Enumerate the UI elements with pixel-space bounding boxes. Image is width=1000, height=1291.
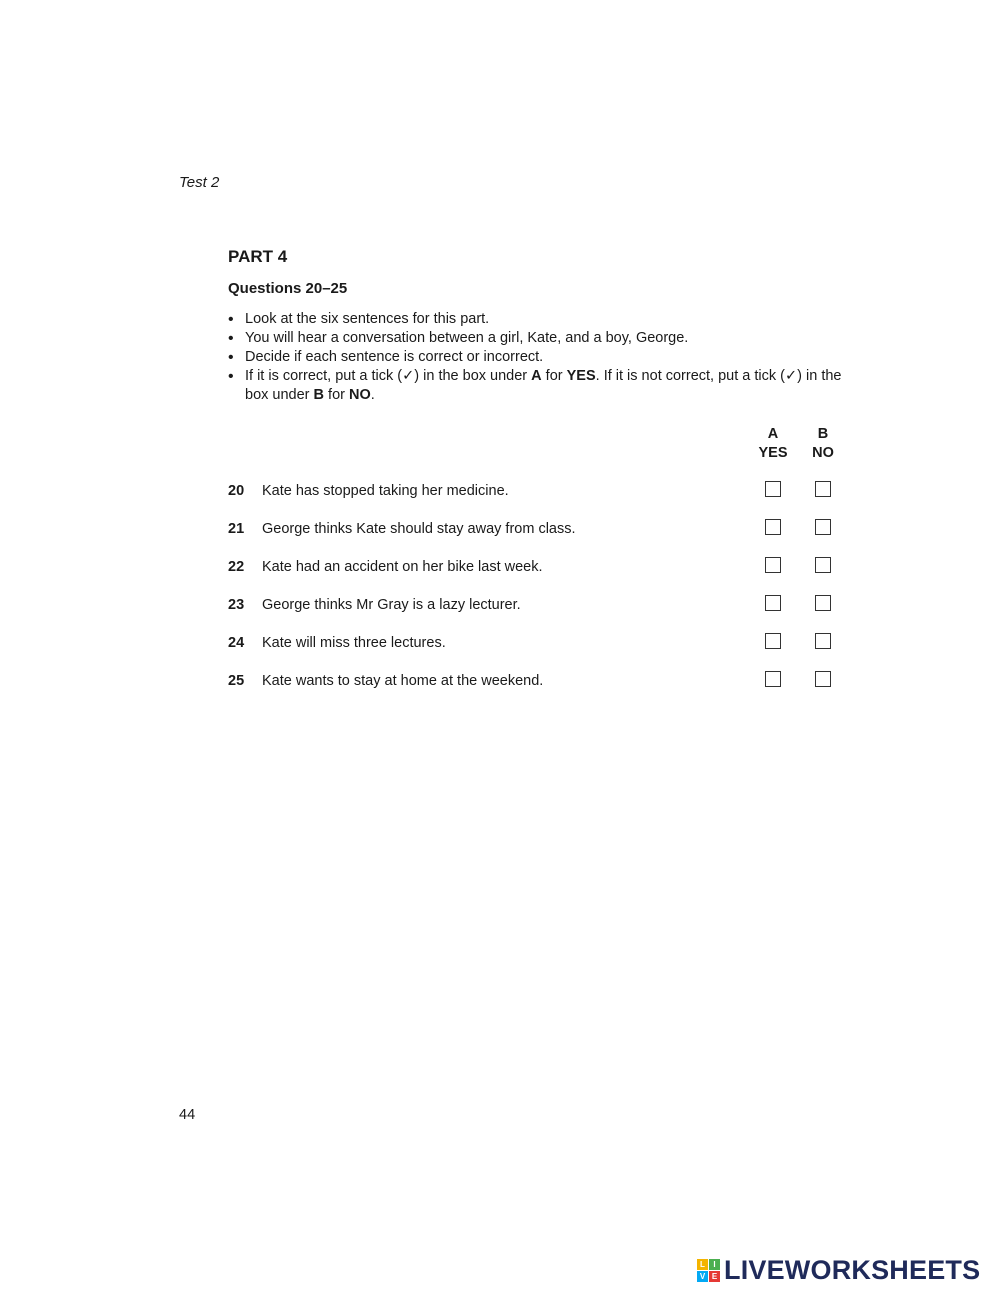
answer-box-yes-21[interactable] [765, 519, 781, 535]
instruction-text: for [541, 368, 567, 384]
answer-box-no-25[interactable] [815, 671, 831, 687]
question-row-24 [228, 635, 848, 657]
instruction-item [228, 329, 848, 348]
instruction-text: You will hear a conversation between a girl, Kate, and a boy, George. [245, 330, 689, 346]
instruction-text: . [370, 387, 375, 403]
answer-box-no-24[interactable] [815, 633, 831, 649]
question-number: 22 [228, 559, 245, 575]
instruction-text: for [324, 387, 349, 403]
questions-range: Questions 20–25 [228, 280, 348, 297]
column-label-no: NO [812, 445, 834, 461]
part-title: PART 4 [228, 247, 288, 266]
question-number: 20 [228, 483, 245, 499]
answer-box-yes-23[interactable] [765, 595, 781, 611]
instruction-text: If it is correct, put a tick (✓) in the box under [245, 368, 532, 384]
instruction-item [228, 367, 848, 405]
answer-box-yes-20[interactable] [765, 481, 781, 497]
answer-box-yes-25[interactable] [765, 671, 781, 687]
question-row-20 [228, 483, 848, 505]
question-row-21 [228, 521, 848, 543]
instruction-bold-no: NO [349, 387, 371, 403]
answer-box-no-23[interactable] [815, 595, 831, 611]
question-number: 23 [228, 597, 245, 613]
question-number: 25 [228, 673, 245, 689]
question-text: Kate wants to stay at home at the weekend. [262, 673, 544, 689]
column-letter-b: B [817, 426, 829, 442]
column-header-b [803, 425, 843, 463]
question-text: Kate had an accident on her bike last week. [262, 559, 543, 575]
answer-box-no-22[interactable] [815, 557, 831, 573]
page-number: 44 [179, 1107, 196, 1123]
liveworksheets-logo-icon [697, 1259, 720, 1282]
instruction-item [228, 310, 848, 329]
column-letter-a: A [767, 426, 779, 442]
instruction-item [228, 348, 848, 367]
question-number: 24 [228, 635, 245, 651]
question-text: Kate has stopped taking her medicine. [262, 483, 509, 499]
column-header-a [753, 425, 793, 463]
instruction-bold-b: B [313, 387, 325, 403]
question-row-22 [228, 559, 848, 581]
instruction-bold-a: A [531, 368, 542, 384]
instruction-text: Look at the six sentences for this part. [245, 311, 490, 327]
liveworksheets-logo[interactable] [697, 1254, 980, 1286]
answer-box-yes-22[interactable] [765, 557, 781, 573]
question-text: George thinks Kate should stay away from class. [262, 521, 576, 537]
question-row-23 [228, 597, 848, 619]
logo-tile-e: E [709, 1271, 720, 1282]
logo-tile-i: I [709, 1259, 720, 1270]
logo-tile-l: L [697, 1259, 708, 1270]
answer-box-no-21[interactable] [815, 519, 831, 535]
instruction-text: . If it is not correct, put a tick (✓) in the box under [245, 368, 842, 403]
liveworksheets-wordmark: LIVEWORKSHEETS [724, 1254, 981, 1285]
logo-tile-v: V [697, 1271, 708, 1282]
answer-box-yes-24[interactable] [765, 633, 781, 649]
question-text: George thinks Mr Gray is a lazy lecturer. [262, 597, 521, 613]
instruction-bold-yes: YES [566, 368, 596, 384]
question-row-25 [228, 673, 848, 695]
question-text: Kate will miss three lectures. [262, 635, 446, 651]
instructions-list [228, 310, 848, 405]
test-label: Test 2 [179, 174, 220, 191]
instruction-text: Decide if each sentence is correct or incorrect. [245, 349, 544, 365]
question-number: 21 [228, 521, 245, 537]
answer-box-no-20[interactable] [815, 481, 831, 497]
column-label-yes: YES [758, 445, 788, 461]
